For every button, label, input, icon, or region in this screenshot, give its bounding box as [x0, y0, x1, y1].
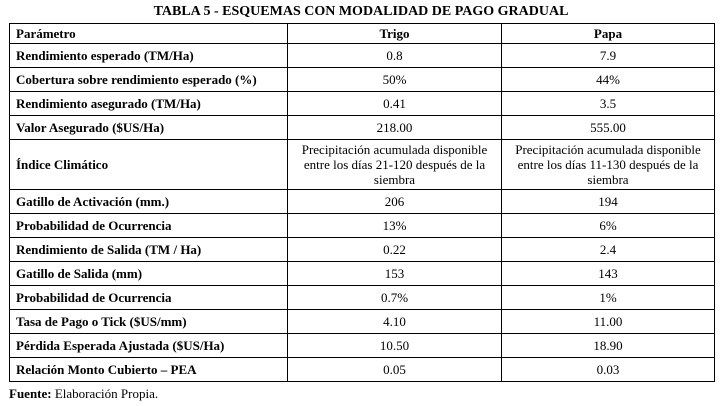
row-papa-value: 44% [502, 68, 715, 92]
row-trigo-value: 206 [288, 190, 502, 214]
table-row [10, 310, 715, 334]
table-row [10, 214, 715, 238]
row-trigo-value: 0.8 [288, 44, 502, 68]
table-row [10, 190, 715, 214]
row-trigo-value: Precipitación acumulada disponible entre los días 21-120 después de la siembra [288, 140, 502, 190]
row-papa-value: 1% [502, 286, 715, 310]
row-papa-value: 0.03 [502, 358, 715, 382]
row-parameter: Probabilidad de Ocurrencia [10, 286, 288, 310]
row-papa-value: 194 [502, 190, 715, 214]
table-row [10, 92, 715, 116]
source-text: Elaboración Propia. [54, 386, 159, 401]
row-papa-value: 3.5 [502, 92, 715, 116]
table-row [10, 262, 715, 286]
table-row [10, 286, 715, 310]
row-parameter: Valor Asegurado ($US/Ha) [10, 116, 288, 140]
row-papa-value: Precipitación acumulada disponible entre los días 11-130 después de la siembra [502, 140, 715, 190]
table-row [10, 238, 715, 262]
row-parameter: Rendimiento de Salida (TM / Ha) [10, 238, 288, 262]
row-parameter: Pérdida Esperada Ajustada ($US/Ha) [10, 334, 288, 358]
table-header-row [10, 24, 715, 44]
row-trigo-value: 0.05 [288, 358, 502, 382]
table-row [10, 140, 715, 190]
row-papa-value: 6% [502, 214, 715, 238]
data-table [9, 23, 715, 382]
table-row [10, 44, 715, 68]
row-papa-value: 143 [502, 262, 715, 286]
table-title: TABLA 5 - ESQUEMAS CON MODALIDAD DE PAGO GRADUAL [153, 4, 569, 19]
source-label: Fuente: [9, 386, 52, 401]
row-trigo-value: 50% [288, 68, 502, 92]
row-parameter: Gatillo de Salida (mm) [10, 262, 288, 286]
row-parameter: Probabilidad de Ocurrencia [10, 214, 288, 238]
row-trigo-value: 0.7% [288, 286, 502, 310]
row-parameter: Rendimiento esperado (TM/Ha) [10, 44, 288, 68]
table-row [10, 68, 715, 92]
row-papa-value: 7.9 [502, 44, 715, 68]
row-parameter: Cobertura sobre rendimiento esperado (%) [10, 68, 288, 92]
row-parameter: Relación Monto Cubierto – PEA [10, 358, 288, 382]
header-papa: Papa [502, 24, 715, 44]
row-trigo-value: 4.10 [288, 310, 502, 334]
row-parameter: Rendimiento asegurado (TM/Ha) [10, 92, 288, 116]
row-papa-value: 18.90 [502, 334, 715, 358]
table-row [10, 334, 715, 358]
row-papa-value: 555.00 [502, 116, 715, 140]
row-trigo-value: 153 [288, 262, 502, 286]
header-parameter: Parámetro [10, 24, 288, 44]
row-parameter: Tasa de Pago o Tick ($US/mm) [10, 310, 288, 334]
table-row [10, 358, 715, 382]
row-trigo-value: 13% [288, 214, 502, 238]
row-trigo-value: 0.41 [288, 92, 502, 116]
header-trigo: Trigo [288, 24, 502, 44]
source-note [9, 386, 158, 402]
row-trigo-value: 218.00 [288, 116, 502, 140]
row-trigo-value: 0.22 [288, 238, 502, 262]
row-trigo-value: 10.50 [288, 334, 502, 358]
row-parameter: Gatillo de Activación (mm.) [10, 190, 288, 214]
table-row [10, 116, 715, 140]
row-papa-value: 11.00 [502, 310, 715, 334]
row-papa-value: 2.4 [502, 238, 715, 262]
row-parameter: Índice Climático [10, 140, 288, 190]
